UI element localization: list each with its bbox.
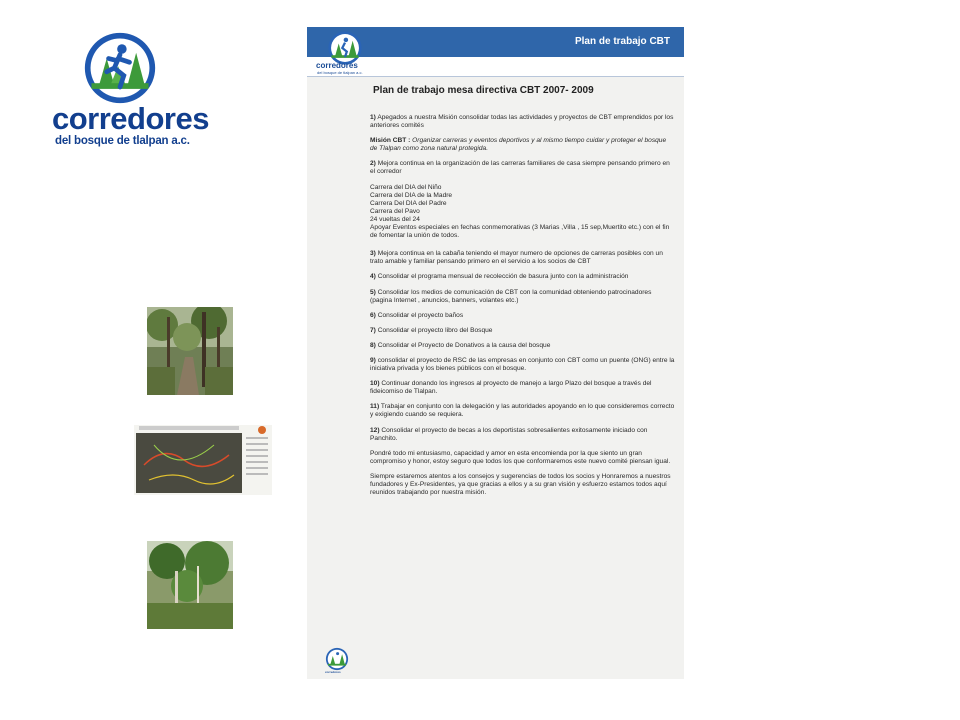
plan-item [370, 312, 675, 320]
organization-logo [52, 25, 212, 155]
item-number: 12) [370, 426, 380, 434]
item-number: 4) [370, 273, 376, 281]
mission-statement [370, 137, 675, 153]
item-text: Consolidar el programa mensual de recolección de basura junto con la administración [377, 273, 629, 281]
document-header [307, 27, 684, 77]
work-plan-document [307, 27, 684, 679]
item-number: 11) [370, 403, 380, 411]
item-number: 5) [370, 288, 376, 296]
forest-trail-photo [147, 307, 233, 395]
race-item: Carrera del DIA del Niño [370, 183, 442, 191]
plan-item [370, 357, 675, 373]
forest-trees-photo [147, 541, 233, 629]
races-list [370, 184, 675, 241]
plan-item [370, 160, 675, 176]
plan-item [370, 342, 675, 350]
plan-item [370, 380, 675, 396]
footer-logo-wordmark: corredores [325, 670, 341, 674]
item-text: Trabajar en conjunto con la delegación y las autoridades apoyando en lo que consideremos correcto y exigiendo cuando se requiera. [370, 403, 675, 419]
race-item: Apoyar Eventos especiales en fechas conmemorativas (3 Marias ,Villa , 15 sep,Muertito etc.) con el fin de fomentar la unión de todos. [370, 224, 670, 240]
header-logo-wordmark: corredores [316, 61, 358, 70]
item-number: 3) [370, 250, 376, 258]
item-number: 8) [370, 341, 376, 349]
forest-map [134, 425, 272, 495]
item-text: Consolidar el proyecto baños [377, 311, 464, 319]
plan-item [370, 403, 675, 419]
race-item: Carrera Del DIA del Padre [370, 199, 447, 207]
mission-label: Misión CBT : [370, 137, 411, 145]
plan-item [370, 289, 675, 305]
footer-emblem-icon [325, 647, 349, 671]
plan-item [370, 273, 675, 281]
race-item: Carrera del DIA de la Madre [370, 191, 453, 199]
header-title: Plan de trabajo CBT [574, 36, 670, 47]
item-text: Mejora continua en la organización de las carreras familiares de casa siempre pensando primero en el corredor [370, 160, 670, 176]
closing-paragraph: Pondré todo mi entusiasmo, capacidad y amor en esta encomienda por la que siento un gran compromiso y honor, estoy seguro que todos los que conformaremos este nuevo comité piensan igual. [370, 449, 671, 465]
race-item: 24 vueltas del 24 [370, 215, 420, 223]
logo-wordmark: corredores [52, 101, 209, 136]
closing-paragraph: Siempre estaremos atentos a los consejos y sugerencias de todos los socios y Honraremos a nuestros fundadores y Ex-Presidentes, ya que gracias a ellos y a su gran visión y esfuerzo estamos todos aquí reunidos trabajando por nuestra misión. [370, 472, 671, 497]
item-number: 10) [370, 380, 380, 388]
plan-item [370, 427, 675, 443]
item-number: 1) [370, 114, 376, 121]
race-item: Carrera del Pavo [370, 207, 420, 215]
item-text: consolidar el proyecto de RSC de las empresas en conjunto con CBT como un puente (ONG) entre la iniciativa privada y los bienes públicos con el bosque. [370, 356, 675, 373]
item-number: 9) [370, 356, 376, 364]
mission-text: Organizar carreras y eventos deportivos y al mismo tiempo cuidar y proteger el bosque de Tlalpan como zona natural protegida. [370, 137, 667, 153]
item-number: 6) [370, 311, 376, 319]
header-divider [307, 76, 684, 77]
runner-emblem-icon [82, 30, 158, 106]
document-title: Plan de trabajo mesa directiva CBT 2007- 2009 [373, 85, 594, 96]
document-body [370, 114, 675, 504]
item-text: Consolidar el Proyecto de Donativos a la causa del bosque [377, 341, 551, 349]
item-number: 7) [370, 326, 376, 334]
logo-subtitle: del bosque de tlalpan a.c. [55, 135, 190, 147]
item-text: Mejora continua en la cabaña teniendo el mayor numero de opciones de carreras posibles con un trato amable y familiar pensando primero en el servicio a los socios de CBT [370, 250, 663, 266]
header-logo-subtitle: del bosque de tlalpan a.c. [317, 70, 363, 75]
item-text: Consolidar el proyecto libro del Bosque [377, 326, 493, 334]
item-number: 2) [370, 160, 376, 168]
plan-item [370, 327, 675, 335]
item-text: Continuar donando los ingresos al proyecto de manejo a largo Plazo del bosque a través del fideicomiso de Tlalpan. [370, 380, 652, 396]
item-text: Consolidar el proyecto de becas a los deportistas sobresalientes exitosamente iniciado con Panchito. [370, 426, 648, 442]
item-text: Consolidar los medios de comunicación de CBT con la comunidad obteniendo patrocinadores (pagina Internet , anuncios, banners, volantes etc.) [370, 288, 652, 304]
plan-item [370, 114, 675, 130]
item-text: Apegados a nuestra Misión consolidar todas las actividades y proyectos de CBT emprendidos por los anteriores comités [370, 114, 674, 130]
plan-item [370, 250, 675, 266]
